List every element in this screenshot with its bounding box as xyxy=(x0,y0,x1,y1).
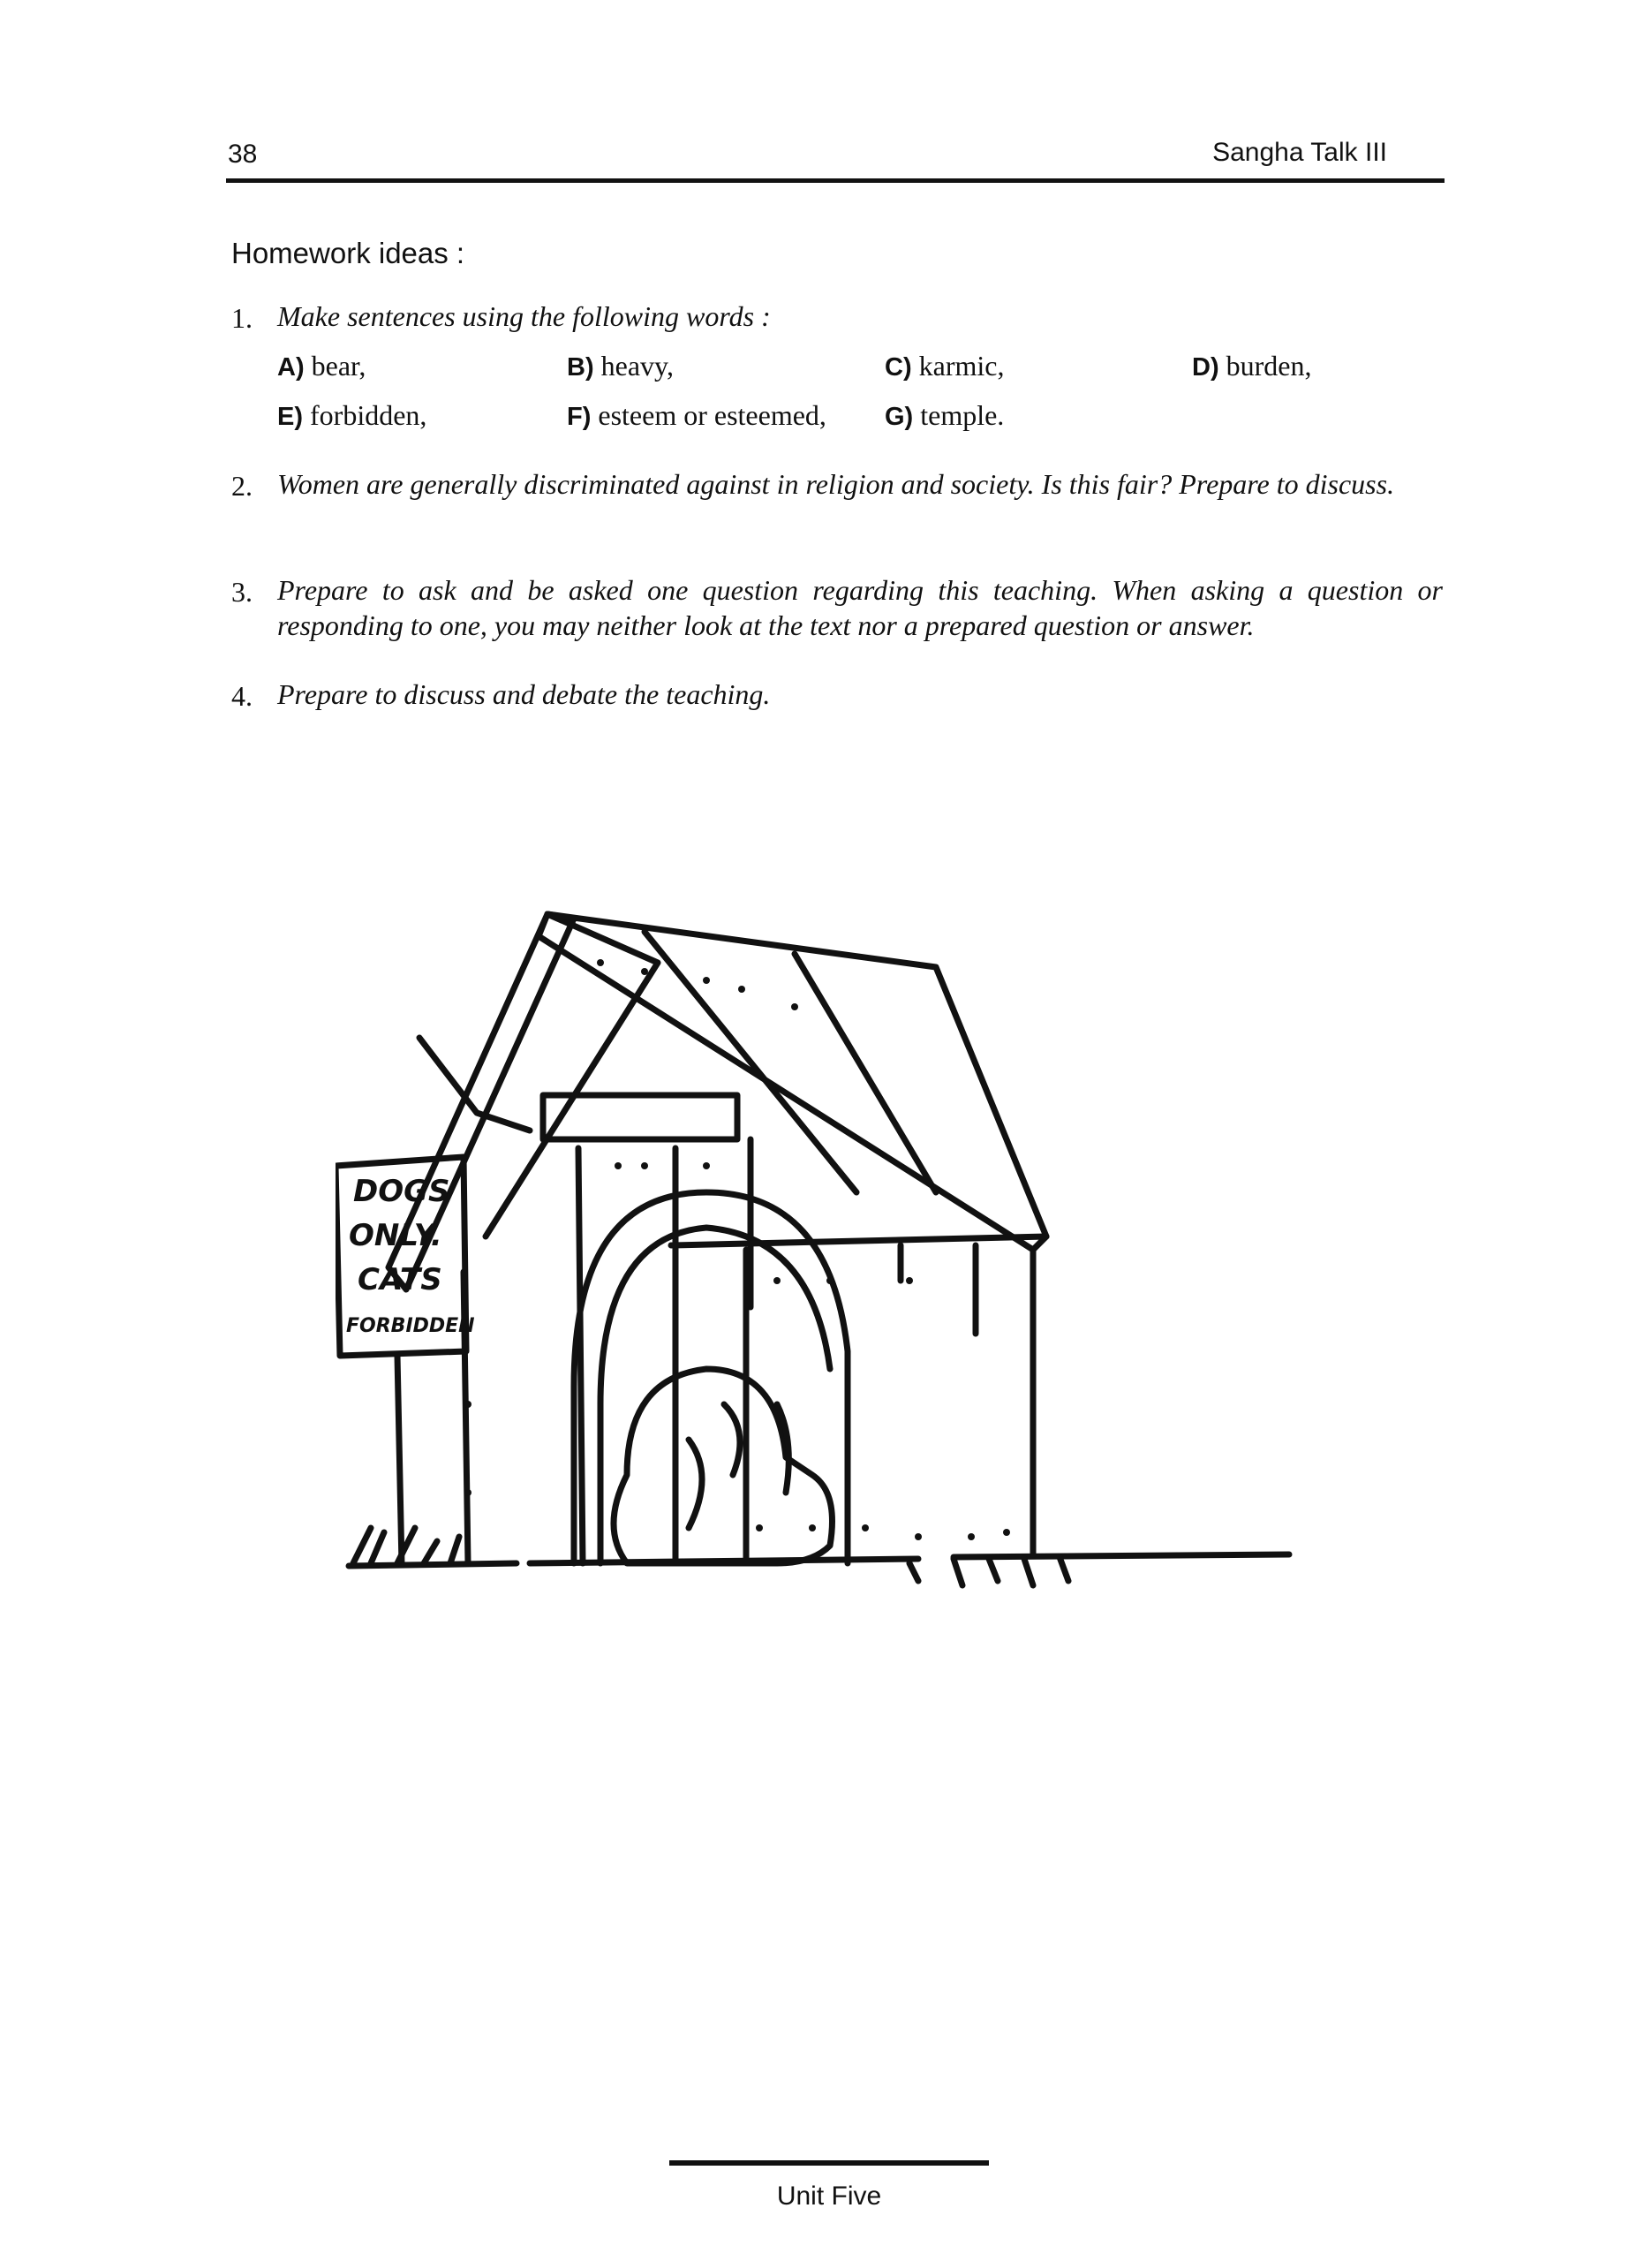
word-b xyxy=(567,350,674,382)
word-g xyxy=(885,399,1004,432)
item-number-3: 3. xyxy=(231,576,253,608)
item-number-2: 2. xyxy=(231,470,253,502)
sleeping-dog xyxy=(614,1369,833,1563)
word-c xyxy=(885,350,1004,382)
item-text-3: Prepare to ask and be asked one question regarding this teaching. When asking a question or responding to one, you may neither look at the text nor a prepared question or answer. xyxy=(277,574,1443,641)
word-text: bear, xyxy=(311,350,366,382)
word-text: forbidden, xyxy=(310,399,427,431)
word-letter: G) xyxy=(885,403,914,431)
doghouse-illustration xyxy=(336,910,1316,1616)
section-heading: Homework ideas : xyxy=(231,237,465,269)
word-text: karmic, xyxy=(918,350,1005,382)
sign-line-3: CATS xyxy=(358,1262,442,1297)
page-number: 38 xyxy=(228,140,258,169)
word-text: heavy, xyxy=(600,350,674,382)
word-text: burden, xyxy=(1226,350,1312,382)
item-text-1: Make sentences using the following words : xyxy=(277,300,771,332)
running-title: Sangha Talk III xyxy=(1212,138,1387,167)
word-letter: B) xyxy=(567,353,594,382)
word-letter: C) xyxy=(885,353,912,382)
footer-rule xyxy=(669,2160,989,2166)
item-number-1: 1. xyxy=(231,302,253,334)
word-text: esteem or esteemed, xyxy=(598,399,826,431)
header-rule xyxy=(226,178,1445,183)
sign-line-4: FORBIDDEN xyxy=(346,1315,475,1337)
word-letter: A) xyxy=(277,353,305,382)
word-text: temple. xyxy=(920,399,1005,431)
word-letter: F) xyxy=(567,403,592,431)
word-f xyxy=(567,399,826,432)
word-letter: D) xyxy=(1192,353,1219,382)
sign-post xyxy=(397,1356,402,1565)
roof-right xyxy=(539,914,1046,1250)
side-wall xyxy=(746,1250,1033,1559)
item-text-4: Prepare to discuss and debate the teaching. xyxy=(277,678,771,710)
word-a xyxy=(277,350,366,382)
word-letter: E) xyxy=(277,403,303,431)
footer-text: Unit Five xyxy=(776,2182,882,2211)
word-d xyxy=(1192,350,1311,382)
sign-text xyxy=(346,1174,475,1337)
sign-line-2: ONLY. xyxy=(349,1218,442,1253)
item-number-4: 4. xyxy=(231,680,253,712)
item-text-2: Women are generally discriminated against in religion and society. Is this fair? Prepare to discuss. xyxy=(277,468,1395,500)
word-e xyxy=(277,399,426,432)
sign-line-1: DOGS xyxy=(353,1174,450,1209)
